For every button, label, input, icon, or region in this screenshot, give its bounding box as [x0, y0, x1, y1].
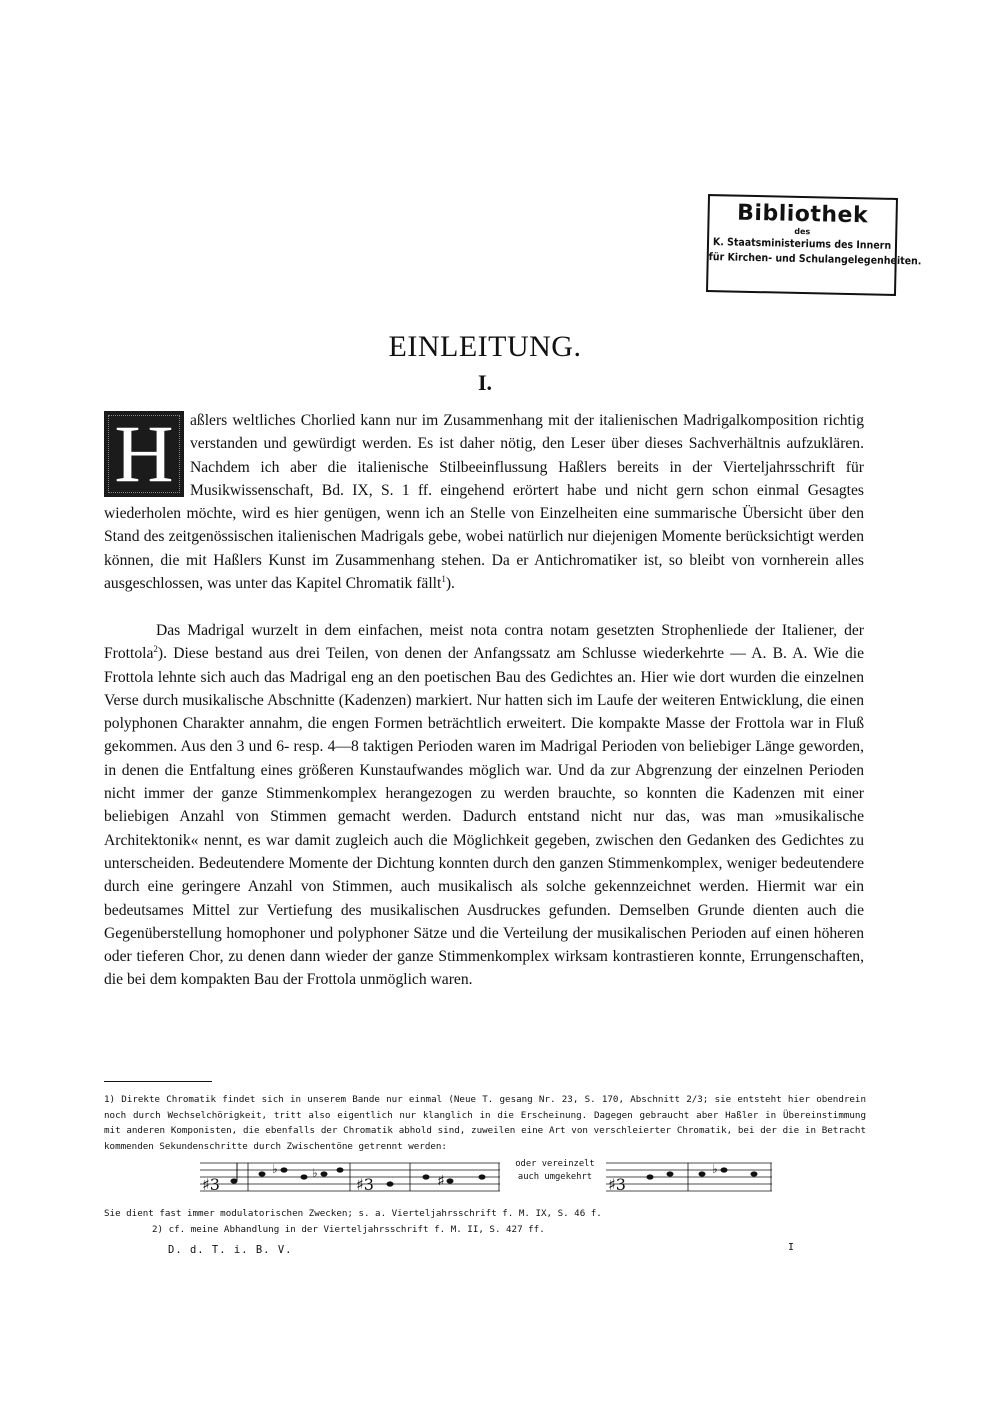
paragraph-1-text: aßlers weltliches Chorlied kann nur im Zusammenhang mit der italienischen Madrigalkomposition richtig verstanden und gewürdigt werden. Es ist daher nötig, den Leser über dieses Sachverhältnis aufzuklären. Nachdem ich aber die italienische Stilbeeinflussung Haßlers bereits in der Vierteljahrsschrift für Musikwissenschaft, Bd. IX, S. 1 ff. eingehend erörtert habe und nicht gern schon einmal Gesagtes wiederholen möchte, wird es hier genügen, wenn ich an Stelle von Einzelheiten eine summarische Übersicht über den Stand des zeitgenössischen italienischen Madrigals gebe, wobei natürlich nur diejenigen Momente berücksichtigt werden können, die mit Haßlers Kunst im Zusammenhang stehen. Da er Antichromatiker ist, so bleibt von vornherein alles ausgeschlossen, was unter das Kapitel Chromatik fällt: [104, 412, 864, 593]
music-example-1: [200, 1157, 500, 1199]
svg-text:♯: ♯: [438, 1173, 444, 1187]
footnote-1: 1) Direkte Chromatik findet sich in unserem Bande nur einmal (Neue T. gesang Nr. 23, S. 170, Abschnitt 2/3; sie entsteht hier obendrein noch durch Wechselchörigkeit, tritt also eigentlich nur klanglich in die Erscheinung. Dagegen gebraucht aber Haßler in Übereinstimmung mit anderen Komponisten, die ebenfalls der Chromatik abhold sind, zuweilen eine Art von verschleierter Chromatik, bei der die in Betracht kommenden Sekundenschritte durch Zwischentöne getrennt werden:: [104, 1094, 866, 1152]
footnote-2: 2) cf. meine Abhandlung in der Vierteljahrsschrift f. M. II, S. 427 ff.: [152, 1224, 545, 1235]
library-stamp: [706, 194, 922, 296]
stamp-line-1: Bibliothek: [736, 200, 869, 229]
svg-text:♯3: ♯3: [608, 1175, 626, 1194]
stamp-line-3: K. Staatsministeriums des Innern: [712, 236, 892, 252]
music-example-2: [606, 1157, 772, 1199]
footnote-rule: [104, 1081, 212, 1082]
page-title: EINLEITUNG.: [388, 330, 582, 363]
footnote-1-continued: Sie dient fast immer modulatorischen Zwecken; s. a. Vierteljahrsschrift f. M. IX, S. 46 f.: [104, 1208, 602, 1219]
paragraph-1-end: ).: [445, 575, 455, 593]
footnote-ref-1: 1: [441, 573, 446, 584]
svg-text:♭: ♭: [272, 1162, 278, 1176]
svg-text:♭: ♭: [312, 1166, 318, 1180]
paragraph-2-text-a: Das Madrigal wurzelt in dem einfachen, meist nota contra notam gesetzten Strophenliede der Italiener, der Frottola: [104, 622, 864, 663]
section-number: I.: [477, 370, 493, 395]
music-label: [510, 1158, 600, 1184]
music-label-line-2: auch umgekehrt: [517, 1172, 593, 1182]
stamp-line-2: des: [794, 226, 811, 237]
footer-signature: D. d. T. i. B. V.: [168, 1244, 293, 1256]
svg-text:♯3: ♯3: [356, 1175, 374, 1194]
svg-text:♯3: ♯3: [202, 1175, 220, 1194]
paragraph-1: [104, 409, 864, 595]
initial-letter: H: [114, 408, 174, 499]
paragraph-2: [104, 619, 864, 992]
svg-text:♭: ♭: [712, 1162, 718, 1176]
footer-page-number: I: [788, 1242, 795, 1253]
music-label-line-1: oder vereinzelt: [515, 1159, 595, 1169]
decorated-initial: [104, 408, 184, 499]
stamp-line-4: für Kirchen- und Schulangelegenheiten.: [708, 251, 922, 268]
paragraph-2-text-b: ). Diese bestand aus drei Teilen, von denen der Anfangssatz am Schlusse wiederkehrte — A. B. A. Wie die Frottola lehnte sich auch das Madrigal eng an den poetischen Bau des Gedichtes an. Hier wie dort wurden die einzelnen Verse durch musikalische Abschnitte (Kadenzen) markiert. Nur hatten sich im Laufe der weiteren Entwicklung, die einen polyphonen Charakter annahm, die engen Formen beträchtlich erweitert. Die kompakte Masse der Frottola war in Fluß gekommen. Aus den 3 und 6- resp. 4—8 taktigen Perioden waren im Madrigal Perioden von beliebiger Länge geworden, in denen die Entfaltung eines größeren Kunstaufwandes möglich war. Und da zur Abgrenzung der einzelnen Perioden nicht immer der ganze Stimmenkomplex herangezogen zu werden brauchte, so konnten die Kadenzen mit einer beliebigen Anzahl von Stimmen gemacht werden. Dadurch entstand nicht nur das, was man »musikalische Architektonik« nennt, es war damit zugleich auch die Möglichkeit gegeben, zwischen den Gedanken des Gedichtes zu unterscheiden. Bedeutendere Momente der Dichtung konnten durch den ganzen Stimmenkomplex, weniger bedeutendere durch eine geringere Anzahl von Stimmen, auch musikalisch als solche gekennzeichnet werden. Hiermit war ein bedeutsames Mittel zur Vertiefung des musikalischen Ausdruckes gefunden. Demselben Grunde dienten auch die Gegenüberstellung homophoner und polyphoner Sätze und die Verteilung der musikalischen Perioden auf einen höheren oder tieferen Chor, zu denen dann wieder der ganze Stimmenkomplex wirksam kontrastieren konnte, Errungenschaften, die bei dem kompakten Bau der Frottola unmöglich waren.: [104, 645, 864, 989]
footnote-ref-2: 2: [153, 644, 158, 655]
